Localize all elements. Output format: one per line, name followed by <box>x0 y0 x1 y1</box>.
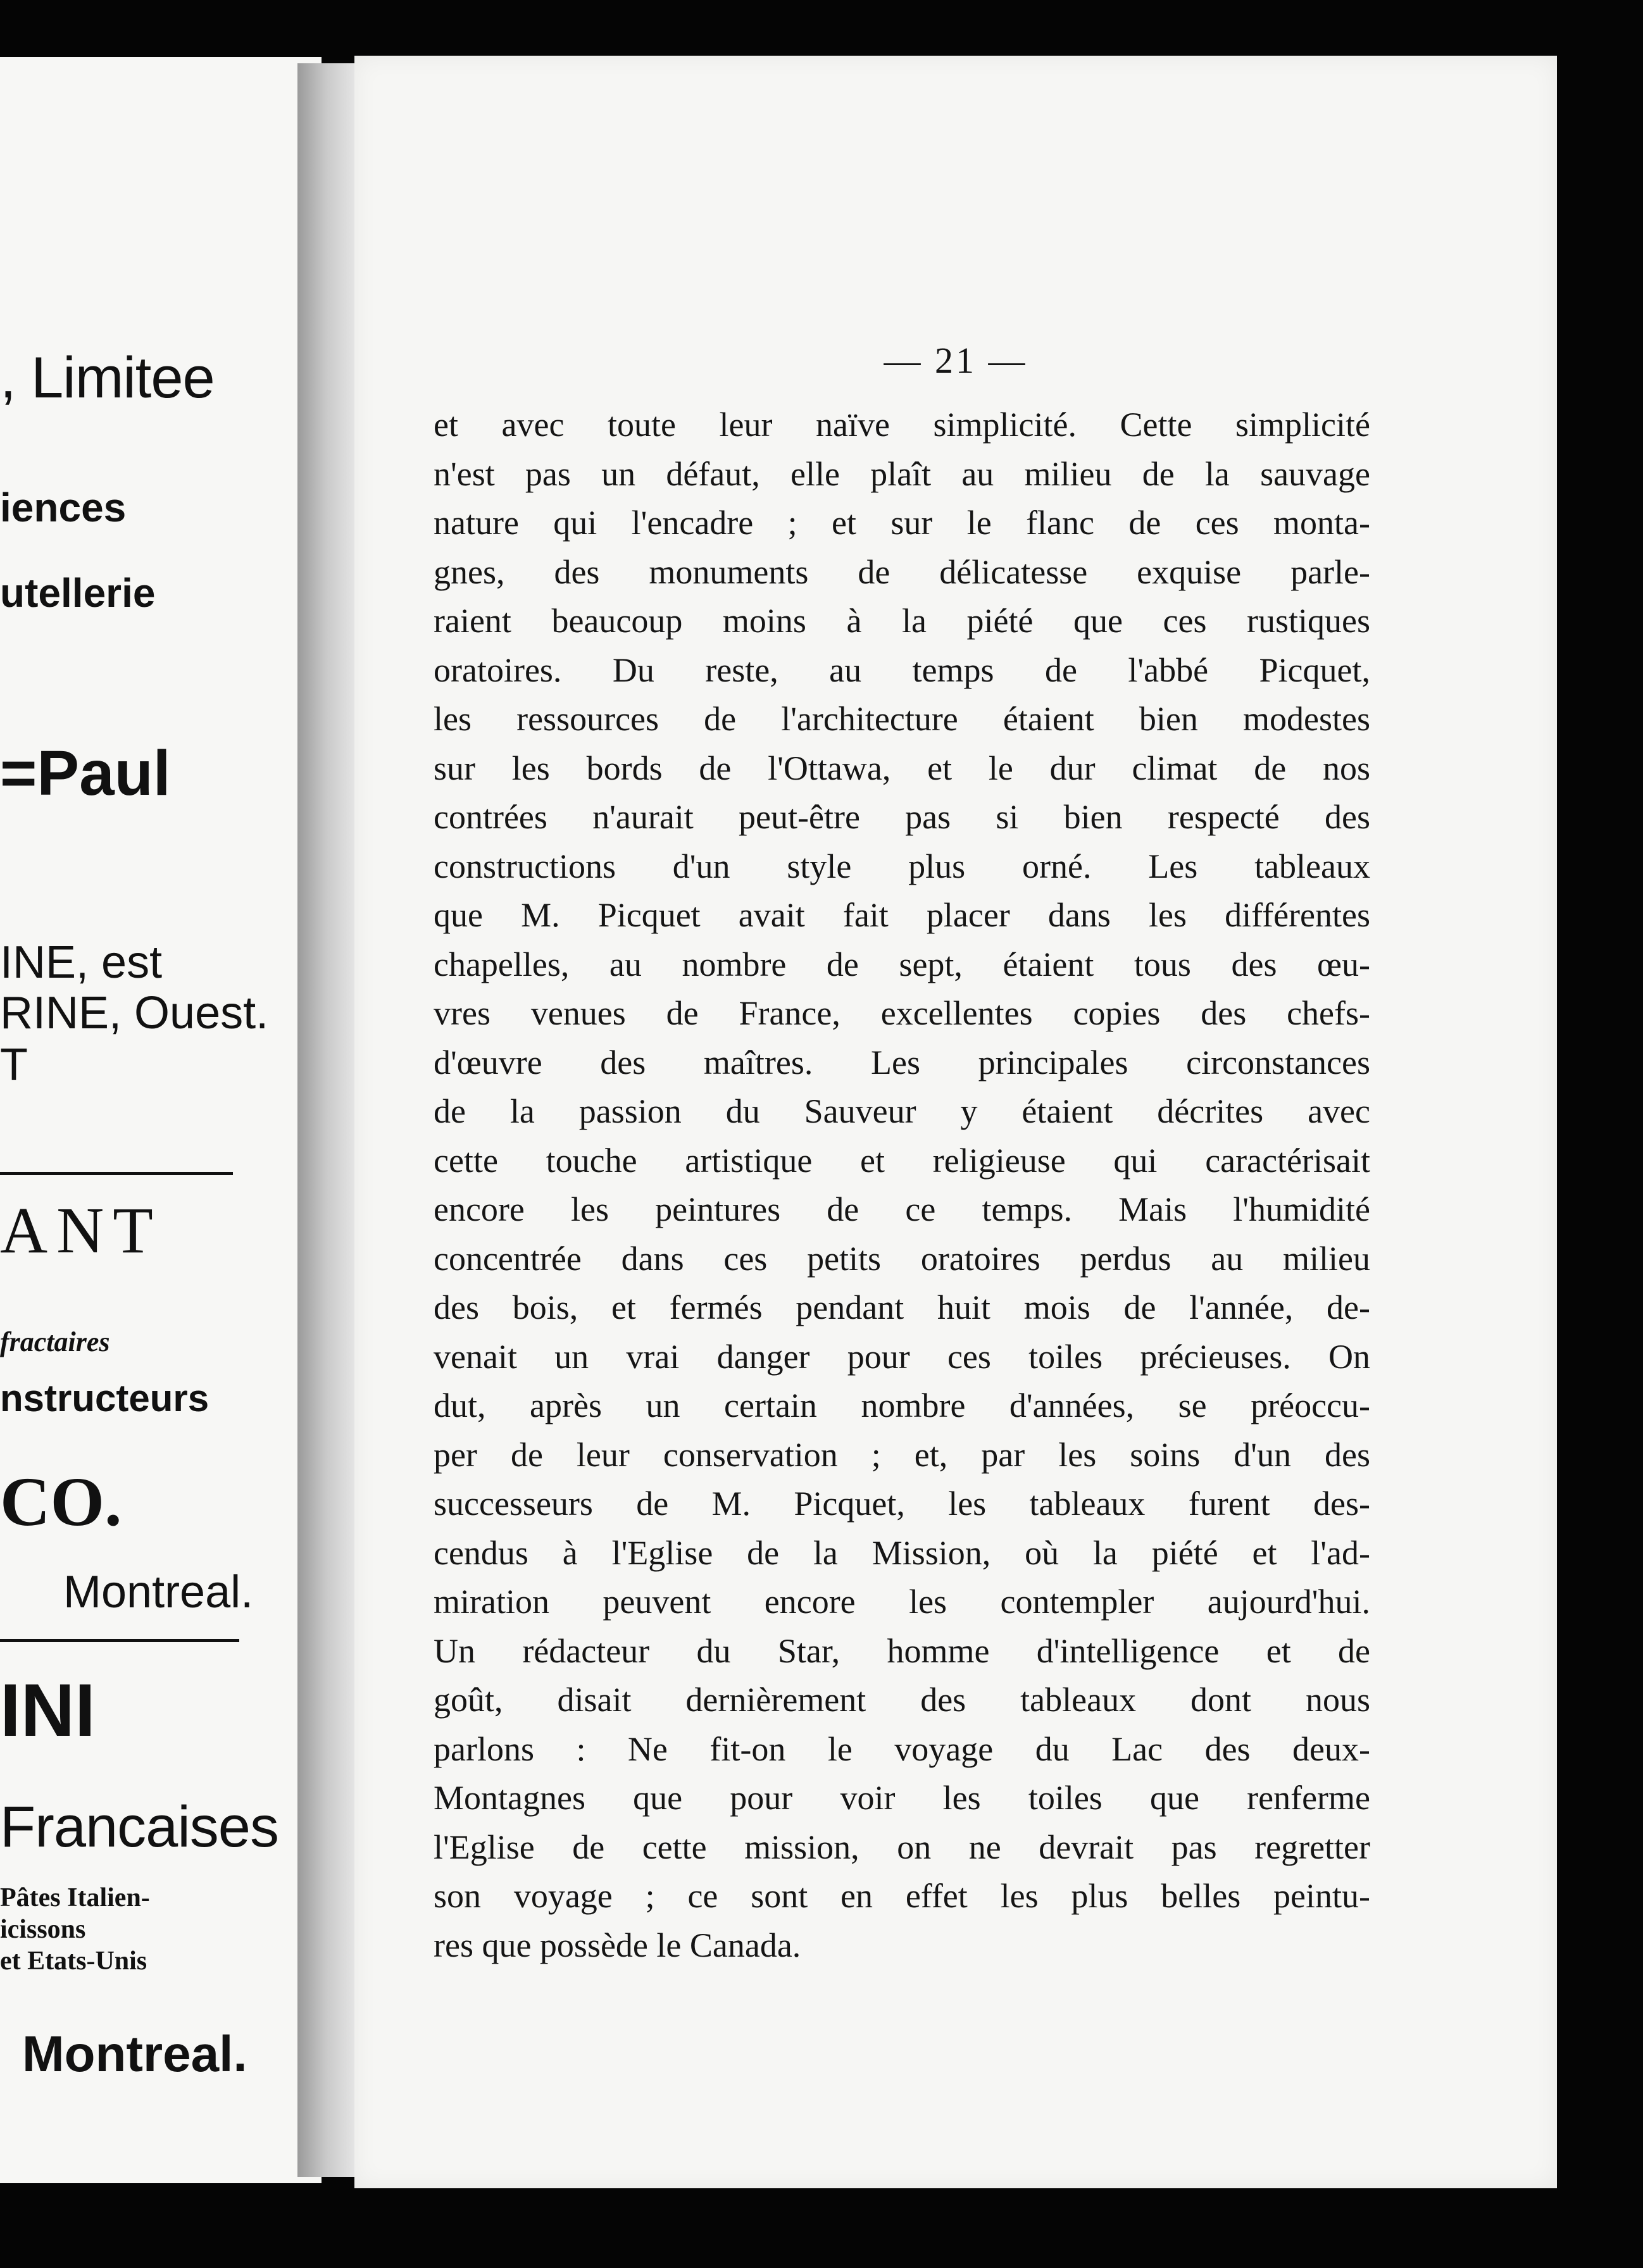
ad-divider <box>0 1172 233 1175</box>
text-line: des bois, et fermés pendant huit mois de l'année, de- <box>434 1288 1370 1326</box>
ad-saucissons: icissons <box>0 1915 86 1944</box>
body-text <box>434 401 1370 1970</box>
text-line: constructions d'un style plus orné. Les tableaux <box>434 847 1370 885</box>
text-line: nature qui l'encadre ; et sur le flanc de ces monta- <box>434 504 1370 542</box>
text-line: son voyage ; ce sont en effet les plus belles peintu- <box>434 1877 1370 1915</box>
text-line: n'est pas un défaut, elle plaît au milieu de la sauvage <box>434 454 1370 493</box>
text-line: venait un vrai danger pour ces toiles précieuses. On <box>434 1337 1370 1376</box>
right-page <box>354 56 1557 2188</box>
text-line: res que possède le Canada. <box>434 1926 801 1964</box>
ad-ant-heading: ANT <box>0 1194 162 1267</box>
text-line: de la passion du Sauveur y étaient décrites avec <box>434 1092 1370 1130</box>
text-line: concentrée dans ces petits oratoires perdus au milieu <box>434 1239 1370 1278</box>
text-line: Montagnes que pour voir les toiles que renferme <box>434 1779 1370 1817</box>
text-line: oratoires. Du reste, au temps de l'abbé Picquet, <box>434 651 1370 689</box>
ad-montreal-1: Montreal. <box>63 1567 254 1617</box>
ad-ini-heading: INI <box>0 1669 96 1752</box>
text-line: que M. Picquet avait fait placer dans les différentes <box>434 896 1370 934</box>
ad-limitee: , Limitee <box>0 346 215 410</box>
text-line: goût, disait dernièrement des tableaux dont nous <box>434 1681 1370 1719</box>
text-line: parlons : Ne fit-on le voyage du Lac des deux- <box>434 1729 1370 1768</box>
ad-co: CO. <box>0 1463 122 1540</box>
text-line: encore les peintures de ce temps. Mais l'humidité <box>434 1190 1370 1228</box>
ad-pates-italiennes: Pâtes Italien- <box>0 1883 150 1912</box>
ad-francaises: Francaises <box>0 1795 278 1859</box>
text-line: chapelles, au nombre de sept, étaient tous des œu- <box>434 945 1370 983</box>
text-line: les ressources de l'architecture étaient bien modestes <box>434 700 1370 738</box>
text-line: Un rédacteur du Star, homme d'intelligence et de <box>434 1631 1370 1670</box>
text-line: raient beaucoup moins à la piété que ces rustiques <box>434 602 1370 640</box>
ad-address-ouest: RINE, Ouest. <box>0 988 269 1038</box>
ad-montreal-2: Montreal. <box>22 2026 247 2082</box>
ad-divider <box>0 1639 239 1642</box>
text-line: vres venues de France, excellentes copies des chefs- <box>434 994 1370 1032</box>
ad-address-est: INE, est <box>0 937 163 988</box>
text-line: l'Eglise de cette mission, on ne devrait pas regretter <box>434 1828 1370 1866</box>
ad-constructeurs: nstructeurs <box>0 1377 209 1419</box>
text-line: dut, après un certain nombre d'années, se préoccu- <box>434 1386 1370 1424</box>
text-line: cendus à l'Eglise de la Mission, où la piété et l'ad- <box>434 1533 1370 1572</box>
left-facing-page <box>0 57 322 2183</box>
text-line: sur les bords de l'Ottawa, et le dur climat de nos <box>434 749 1370 787</box>
text-line: miration peuvent encore les contempler aujourd'hui. <box>434 1583 1370 1621</box>
text-line: d'œuvre des maîtres. Les principales circonstances <box>434 1043 1370 1081</box>
page-number: — 21 — <box>884 340 1028 381</box>
ad-refractaires: fractaires <box>0 1326 110 1357</box>
ad-faiences: iences <box>0 485 127 530</box>
ad-coutellerie: utellerie <box>0 570 156 616</box>
text-line: cette touche artistique et religieuse qui caractérisait <box>434 1141 1370 1180</box>
text-line: contrées n'aurait peut-être pas si bien respecté des <box>434 798 1370 836</box>
ad-etats-unis: et Etats-Unis <box>0 1947 147 1976</box>
text-line: et avec toute leur naïve simplicité. Cette simplicité <box>434 406 1370 444</box>
text-line: successeurs de M. Picquet, les tableaux furent des- <box>434 1485 1370 1523</box>
text-line: gnes, des monuments de délicatesse exquise parle- <box>434 552 1370 591</box>
ad-saint-paul: =Paul <box>0 738 171 809</box>
ad-address-fragment: T <box>0 1040 28 1090</box>
text-line: per de leur conservation ; et, par les soins d'un des <box>434 1435 1370 1474</box>
